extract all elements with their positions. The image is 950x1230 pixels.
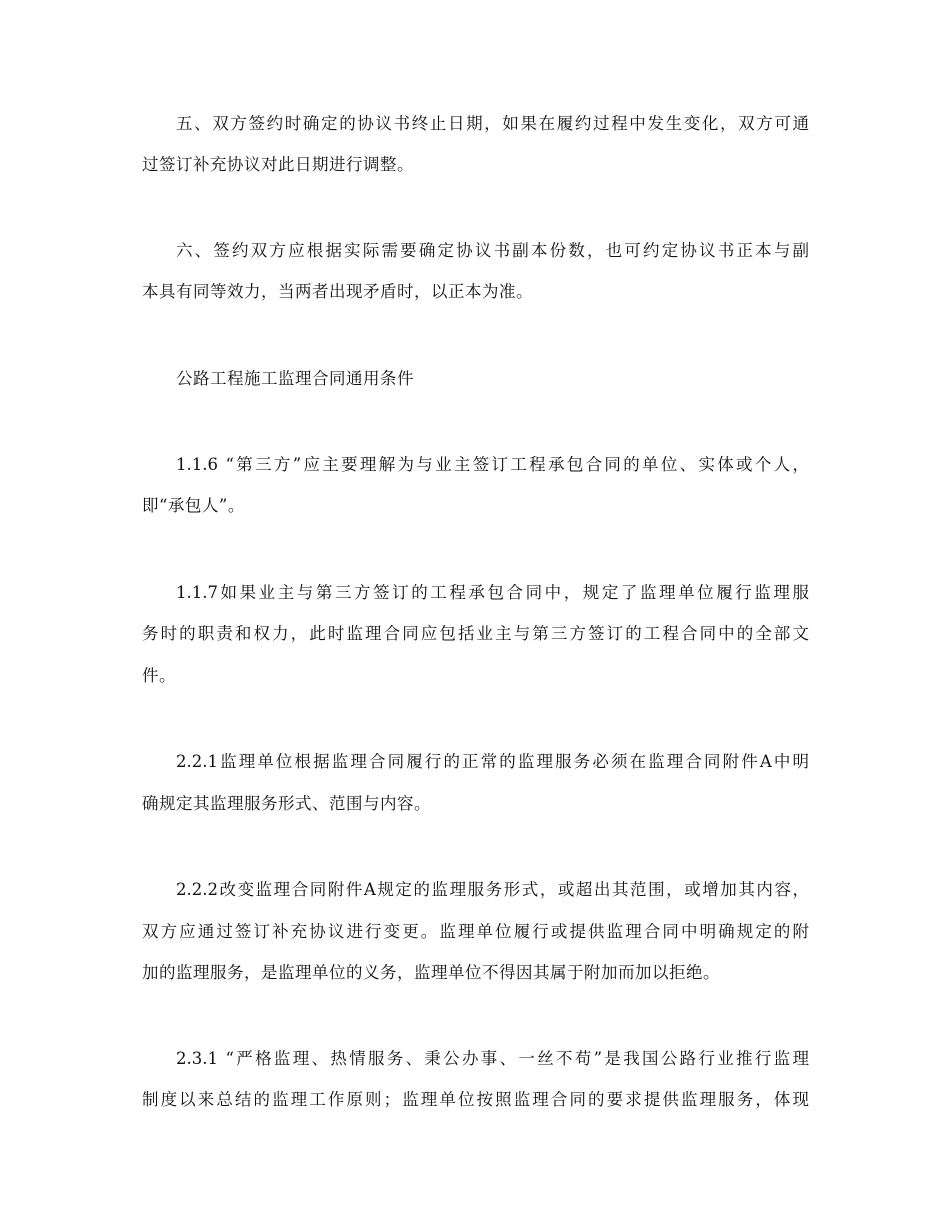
paragraph-6-line-2: 本具有同等效力，当两者出现矛盾时，以正本为准。 [142,282,533,301]
clause-2-2-2-line-3: 加的监理服务，是监理单位的义务，监理单位不得因其属于附加而加以拒绝。 [142,963,720,982]
clause-2-2-1-line-2: 确规定其监理服务形式、范围与内容。 [142,794,431,813]
clause-1-1-7-line-1: 1.1.7如果业主与第三方签订的工程承包合同中，规定了监理单位履行监理服 [176,583,809,602]
clause-2-3-1-line-2: 制度以来总结的监理工作原则；监理单位按照监理合同的要求提供监理服务，体现 [142,1090,809,1109]
clause-1-1-7-line-3: 件。 [142,666,176,685]
paragraph-5-line-1: 五、双方签约时确定的协议书终止日期，如果在履约过程中发生变化，双方可通 [176,114,809,133]
clause-1-1-7-line-2: 务时的职责和权力，此时监理合同应包括业主与第三方签订的工程合同中的全部文 [142,624,809,643]
paragraph-6-line-1: 六、签约双方应根据实际需要确定协议书副本份数，也可约定协议书正本与副 [176,241,809,260]
clause-2-2-1-line-1: 2.2.1监理单位根据监理合同履行的正常的监理服务必须在监理合同附件A中明 [176,752,809,771]
clause-2-3-1-line-1: 2.3.1 “严格监理、热情服务、秉公办事、一丝不苟”是我国公路行业推行监理 [176,1049,809,1068]
clause-2-2-2-line-1: 2.2.2改变监理合同附件A规定的监理服务形式，或超出其范围，或增加其内容， [176,880,809,899]
clause-1-1-6-line-2: 即“承包人”。 [142,496,245,515]
clause-2-2-2-line-2: 双方应通过签订补充协议进行变更。监理单位履行或提供监理合同中明确规定的附 [142,922,809,941]
clause-1-1-6-line-1: 1.1.6 “第三方”应主要理解为与业主签订工程承包合同的单位、实体或个人， [176,455,809,474]
section-heading: 公路工程施工监理合同通用条件 [176,369,414,388]
paragraph-5-line-2: 过签订补充协议对此日期进行调整。 [142,155,414,174]
